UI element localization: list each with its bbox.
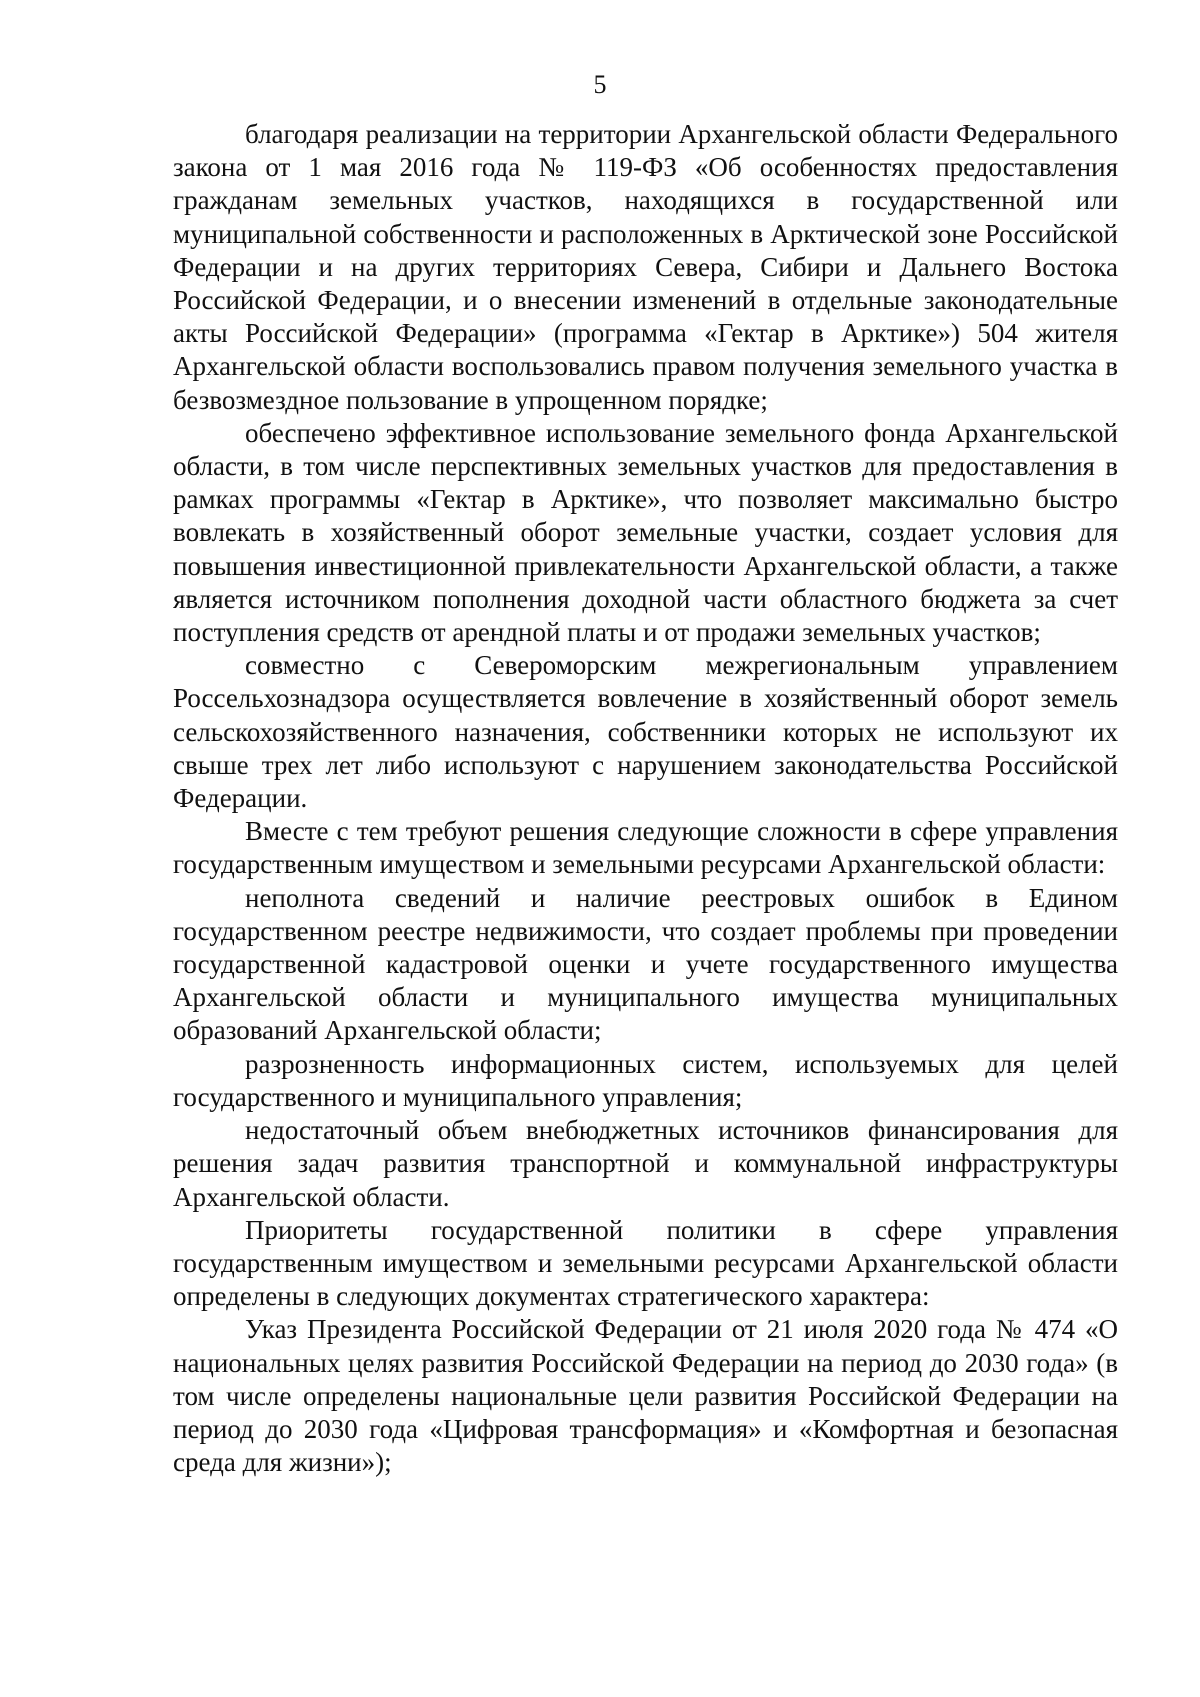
- document-body: [173, 118, 1118, 1479]
- paragraph-policy-priorities: Приоритеты государственной политики в сфере управления государственным имуществом и земельными ресурсами Архангельской области определены в следующих документах стратегического характера:: [173, 1214, 1118, 1312]
- paragraph-registry-errors: неполнота сведений и наличие реестровых ошибок в Едином государственном реестре недвижимости, что создает проблемы при проведении государственной кадастровой оценки и учете государственного имущества Архангельской области и муниципального имущества муниципальных образований Архангельской области;: [173, 882, 1118, 1046]
- paragraph-information-systems: разрозненность информационных систем, используемых для целей государственного и муниципального управления;: [173, 1048, 1118, 1112]
- page-number: 5: [593, 70, 607, 99]
- paragraph-gektar-program: благодаря реализации на территории Архангельской области Федерального закона от 1 мая 2016 года № 119-ФЗ «Об особенностях предоставления гражданам земельных участков, находящихся в государственной или муниципальной собственности и расположенных в Арктической зоне Российской Федерации и на других территориях Севера, Сибири и Дальнего Востока Российской Федерации, и о внесении изменений в отдельные законодательные акты Российской Федерации» (программа «Гектар в Арктике») 504 жителя Архангельской области воспользовались правом получения земельного участка в безвозмездное пользование в упрощенном порядке;: [173, 119, 1118, 415]
- paragraph-rosselkhoznadzor: совместно с Североморским межрегиональным управлением Россельхознадзора осуществляется вовлечение в хозяйственный оборот земель сельскохозяйственного назначения, собственники которых не используют их свыше трех лет либо используют с нарушением законодательства Российской Федерации.: [173, 650, 1118, 814]
- paragraph-difficulties-intro: Вместе с тем требуют решения следующие сложности в сфере управления государственным имуществом и земельными ресурсами Архангельской области:: [173, 816, 1118, 880]
- paragraph-presidential-decree: Указ Президента Российской Федерации от 21 июля 2020 года № 474 «О национальных целях развития Российской Федерации на период до 2030 года» (в том числе определены национальные цели развития Российской Федерации на период до 2030 года «Цифровая трансформация» и «Комфортная и безопасная среда для жизни»);: [173, 1314, 1118, 1478]
- paragraph-financing: недостаточный объем внебюджетных источников финансирования для решения задач развития транспортной и коммунальной инфраструктуры Архангельской области.: [173, 1115, 1118, 1212]
- paragraph-land-fund-use: обеспечено эффективное использование земельного фонда Архангельской области, в том числе перспективных земельных участков для предоставления в рамках программы «Гектар в Арктике», что позволяет максимально быстро вовлекать в хозяйственный оборот земельные участки, создает условия для повышения инвестиционной привлекательности Архангельской области, а также является источником пополнения доходной части областного бюджета за счет поступления средств от арендной платы и от продажи земельных участков;: [173, 417, 1118, 648]
